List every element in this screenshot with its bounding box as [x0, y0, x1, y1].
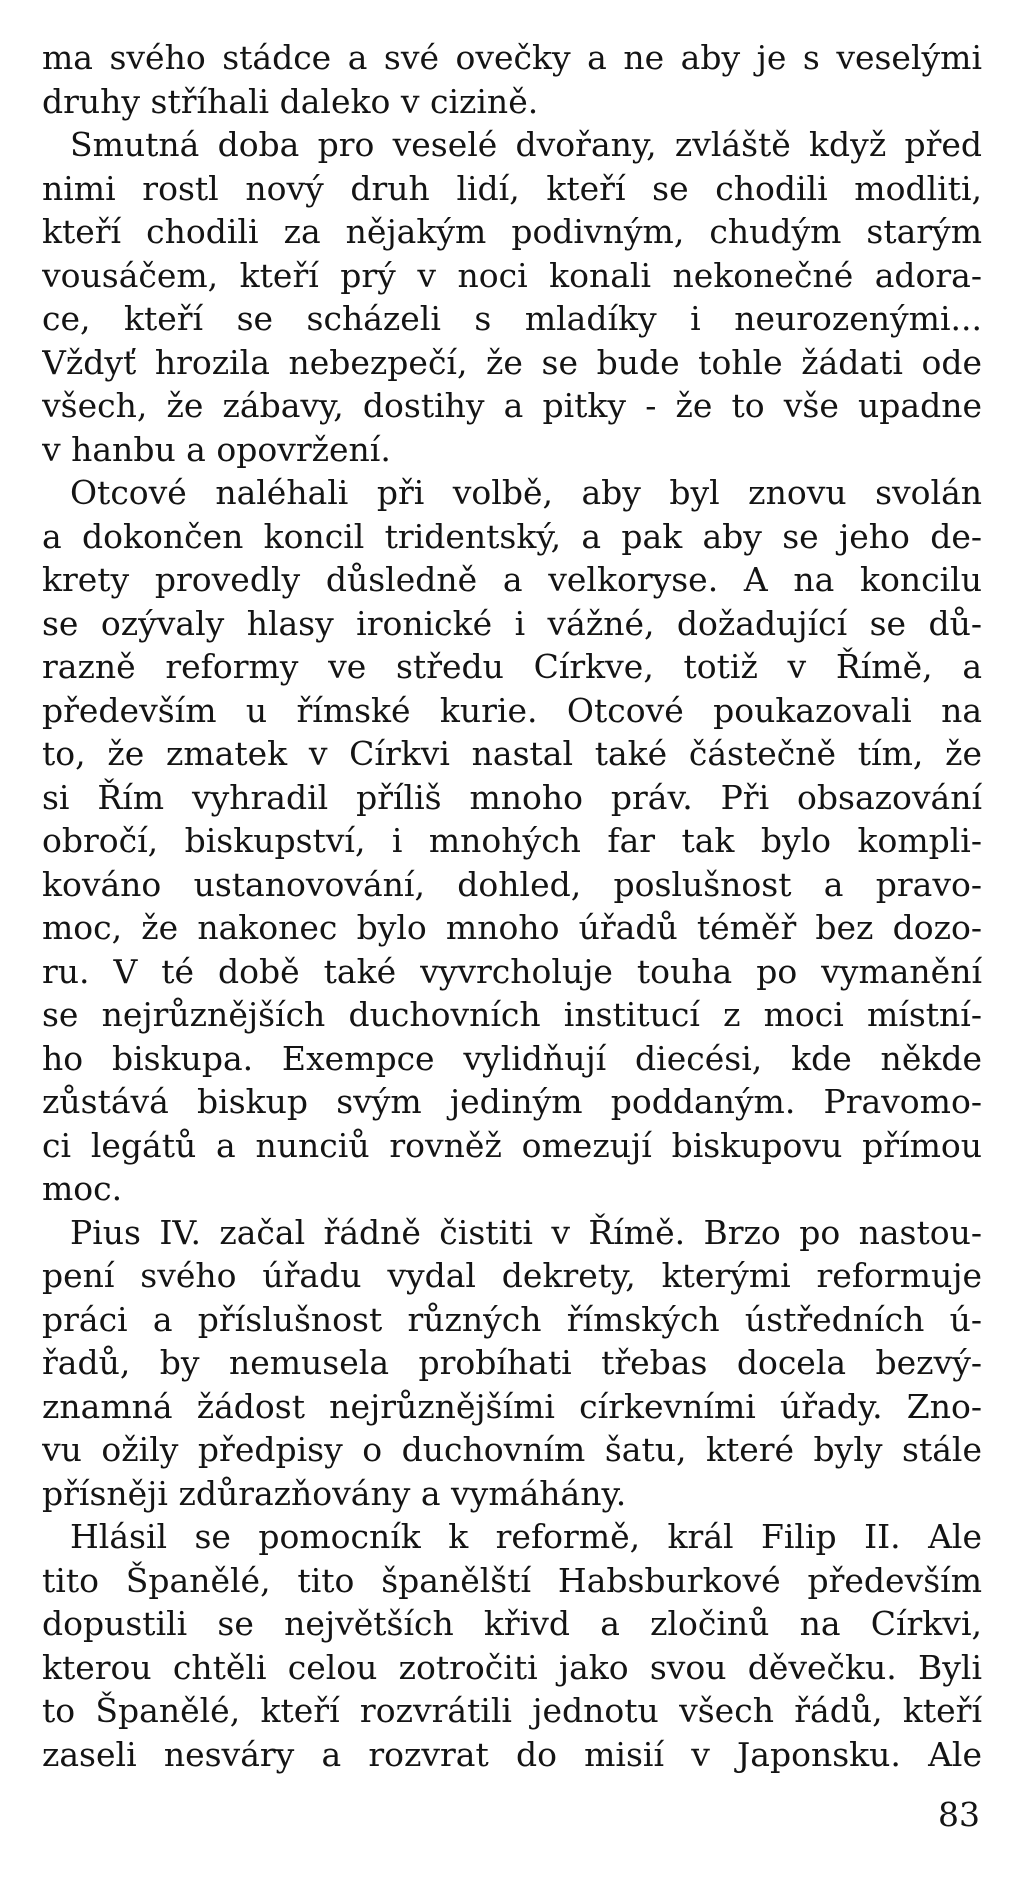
text-line: kterou chtěli celou zotročiti jako svou děvečku. Byli: [42, 1647, 982, 1687]
text-line: moc, že nakonec bylo mnoho úřadů téměř bez dozo-: [42, 908, 982, 947]
text-line: práci a příslušnost různých římských ústředních ú-: [42, 1299, 982, 1339]
text-line: razně reformy ve středu Církve, totiž v Římě, a: [42, 647, 982, 686]
text-line: Hlásil se pomocník k reformě, král Filip II. Ale: [70, 1517, 982, 1556]
text-line: přísněji zdůrazňovány a vymáhány.: [42, 1473, 627, 1513]
text-line: všech, že zábavy, dostihy a pitky - že to vše upadne: [42, 386, 982, 425]
text-line: vousáčem, kteří prý v noci konali nekonečné adora-: [42, 255, 982, 295]
text-line: především u římské kurie. Otcové poukazovali na: [42, 690, 982, 730]
body-text: [42, 36, 982, 1776]
text-line: se nejrůznějších duchovních institucí z moci místní-: [42, 995, 982, 1034]
text-line: ce, kteří se scházeli s mladíky i neurozenými...: [42, 299, 982, 338]
text-line: ci legátů a nunciů rovněž omezují biskupovu přímou: [42, 1125, 982, 1165]
text-line: ho biskupa. Exempce vylidňují diecési, kde někde: [42, 1038, 982, 1078]
text-line: ma svého stádce a své ovečky a ne aby je s veselými: [42, 38, 982, 77]
text-line: obročí, biskupství, i mnohých far tak bylo kompli-: [42, 821, 982, 860]
text-line: dopustili se největších křivd a zločinů na Církvi,: [42, 1604, 982, 1643]
text-line: moc.: [42, 1169, 123, 1208]
text-line: v hanbu a opovržení.: [42, 429, 391, 469]
text-line: se ozývaly hlasy ironické i vážné, dožadující se dů-: [42, 603, 982, 643]
text-line: nimi rostl nový druh lidí, kteří se chodili modliti,: [42, 168, 982, 208]
text-line: pení svého úřadu vydal dekrety, kterými reformuje: [42, 1256, 982, 1295]
text-line: ru. V té době také vyvrcholuje touha po vymanění: [42, 951, 982, 991]
text-line: Otcové naléhali při volbě, aby byl znovu svolán: [70, 473, 982, 512]
text-line: tito Španělé, tito španělští Habsburkové především: [42, 1560, 982, 1600]
text-line: krety provedly důsledně a velkoryse. A na koncilu: [42, 560, 982, 599]
text-line: si Řím vyhradil příliš mnoho práv. Při obsazování: [42, 777, 982, 817]
text-line: kováno ustanovování, dohled, poslušnost a pravo-: [42, 864, 982, 904]
text-line: řadů, by nemusela probíhati třebas docela bezvý-: [42, 1343, 982, 1382]
text-line: vu ožily předpisy o duchovním šatu, které byly stále: [42, 1430, 982, 1469]
text-line: to, že zmatek v Církvi nastal také částečně tím, že: [42, 734, 982, 773]
text-line: zůstává biskup svým jediným poddaným. Pravomo-: [42, 1082, 982, 1121]
text-line: druhy stříhali daleko v cizině.: [42, 81, 539, 121]
text-line: Smutná doba pro veselé dvořany, zvláště když před: [70, 125, 982, 164]
text-line: zaseli nesváry a rozvrat do misií v Japonsku. Ale: [42, 1734, 982, 1774]
text-line: znamná žádost nejrůznějšími církevními úřady. Zno-: [42, 1386, 982, 1426]
text-line: to Španělé, kteří rozvrátili jednotu všech řádů, kteří: [42, 1691, 982, 1730]
text-line: kteří chodili za nějakým podivným, chudým starým: [42, 212, 982, 251]
text-line: a dokončen koncil tridentský, a pak aby se jeho de-: [42, 516, 982, 556]
text-line: Pius IV. začal řádně čistiti v Římě. Brzo po nastou-: [70, 1212, 982, 1252]
page-number: 83: [938, 1795, 980, 1834]
text-line: Vždyť hrozila nebezpečí, že se bude tohle žádati ode: [42, 342, 982, 382]
